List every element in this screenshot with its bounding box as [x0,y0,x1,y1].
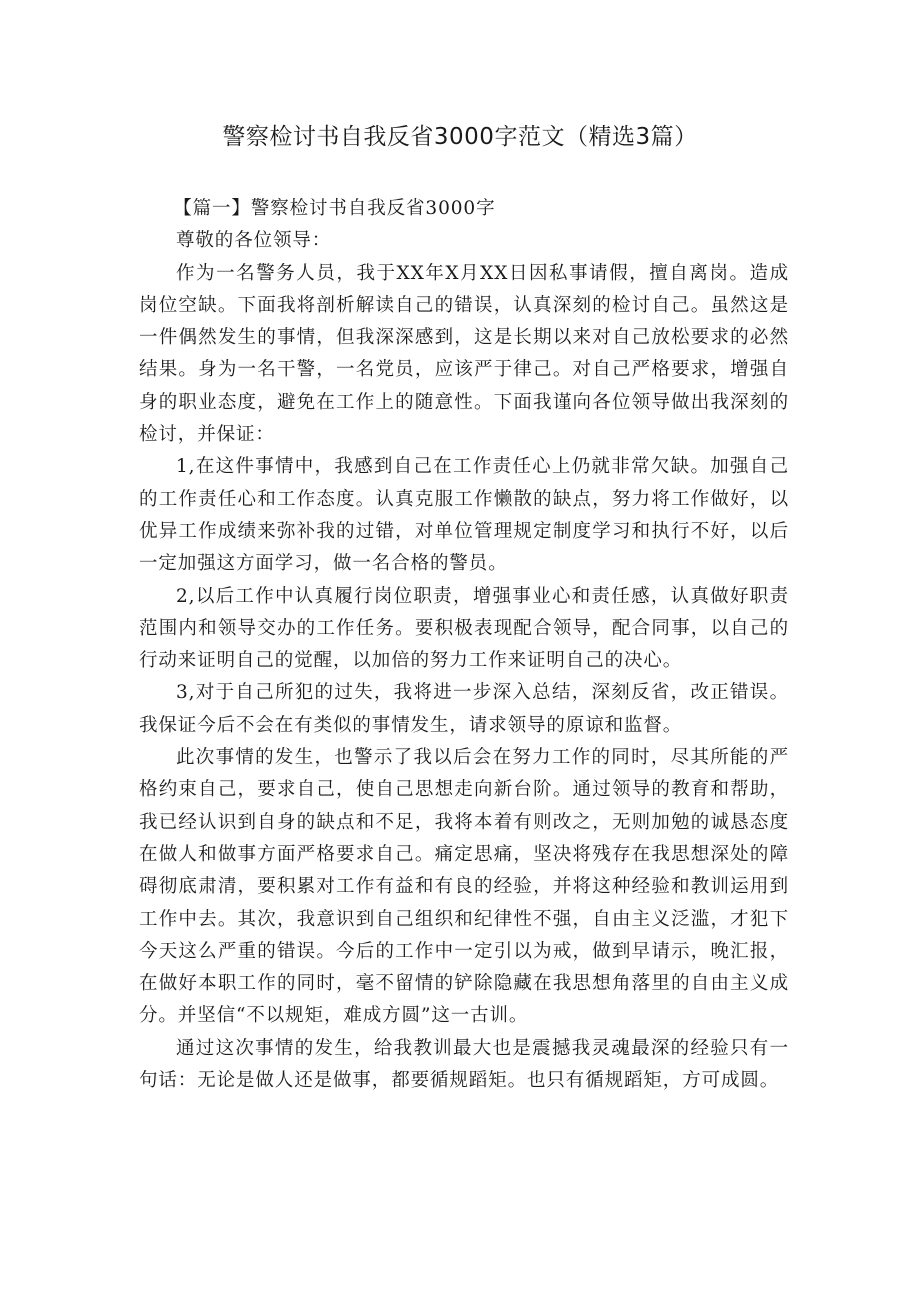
document-title: 警察检讨书自我反省3000字范文（精选3篇） [222,124,698,150]
section-heading: 【篇一】警察检讨书自我反省3000字 [173,198,496,219]
document-body [139,193,789,1097]
paragraph-intro: 作为一名警务人员，我于XX年X月XX日因私事请假，擅自离岗。造成岗位空缺。下面我将剖析解读自己的错误，认真深刻的检讨自己。虽然这是一件偶然发生的事情，但我深深感到，这是长期以来对自己放松要求的必然结果。身为一名干警，一名党员，应该严于律己。对自己严格要求，增强自身的职业态度，避免在工作上的随意性。下面我谨向各位领导做出我深刻的检讨，并保证： [139,262,789,446]
paragraph-point-2: 2,以后工作中认真履行岗位职责，增强事业心和责任感，认真做好职责范围内和领导交办的工作任务。要积极表现配合领导，配合同事，以自己的行动来证明自己的觉醒，以加倍的努力工作来证明自己的决心。 [139,585,789,672]
paragraph-point-3: 3,对于自己所犯的过失，我将进一步深入总结，深刻反省，改正错误。我保证今后不会在有类似的事情发生，请求领导的原谅和监督。 [139,682,789,736]
paragraph-reflection: 此次事情的发生，也警示了我以后会在努力工作的同时，尽其所能的严格约束自己，要求自己，使自己思想走向新台阶。通过领导的教育和帮助，我已经认识到自身的缺点和不足，我将本着有则改之，无则加勉的诚恳态度在做人和做事方面严格要求自己。痛定思痛，坚决将残存在我思想深处的障碍彻底肃清，要积累对工作有益和有良的经验，并将这种经验和教训运用到工作中去。其次，我意识到自己组织和纪律性不强，自由主义泛滥，才犯下今天这么严重的错误。今后的工作中一定引以为戒，做到早请示，晚汇报，在做好本职工作的同时，毫不留情的铲除隐藏在我思想角落里的自由主义成分。并坚信“不以规矩，难成方圆”这一古训。 [139,747,789,1027]
salutation: 尊敬的各位领导： [176,230,332,252]
paragraph-conclusion: 通过这次事情的发生，给我教训最大也是震撼我灵魂最深的经验只有一句话：无论是做人还是做事，都要循规蹈矩。也只有循规蹈矩，方可成圆。 [139,1037,789,1092]
paragraph-point-1: 1,在这件事情中，我感到自己在工作责任心上仍就非常欠缺。加强自己的工作责任心和工作态度。认真克服工作懒散的缺点，努力将工作做好，以优异工作成绩来弥补我的过错，对单位管理规定制度学习和执行不好，以后一定加强这方面学习，做一名合格的警员。 [139,456,789,575]
